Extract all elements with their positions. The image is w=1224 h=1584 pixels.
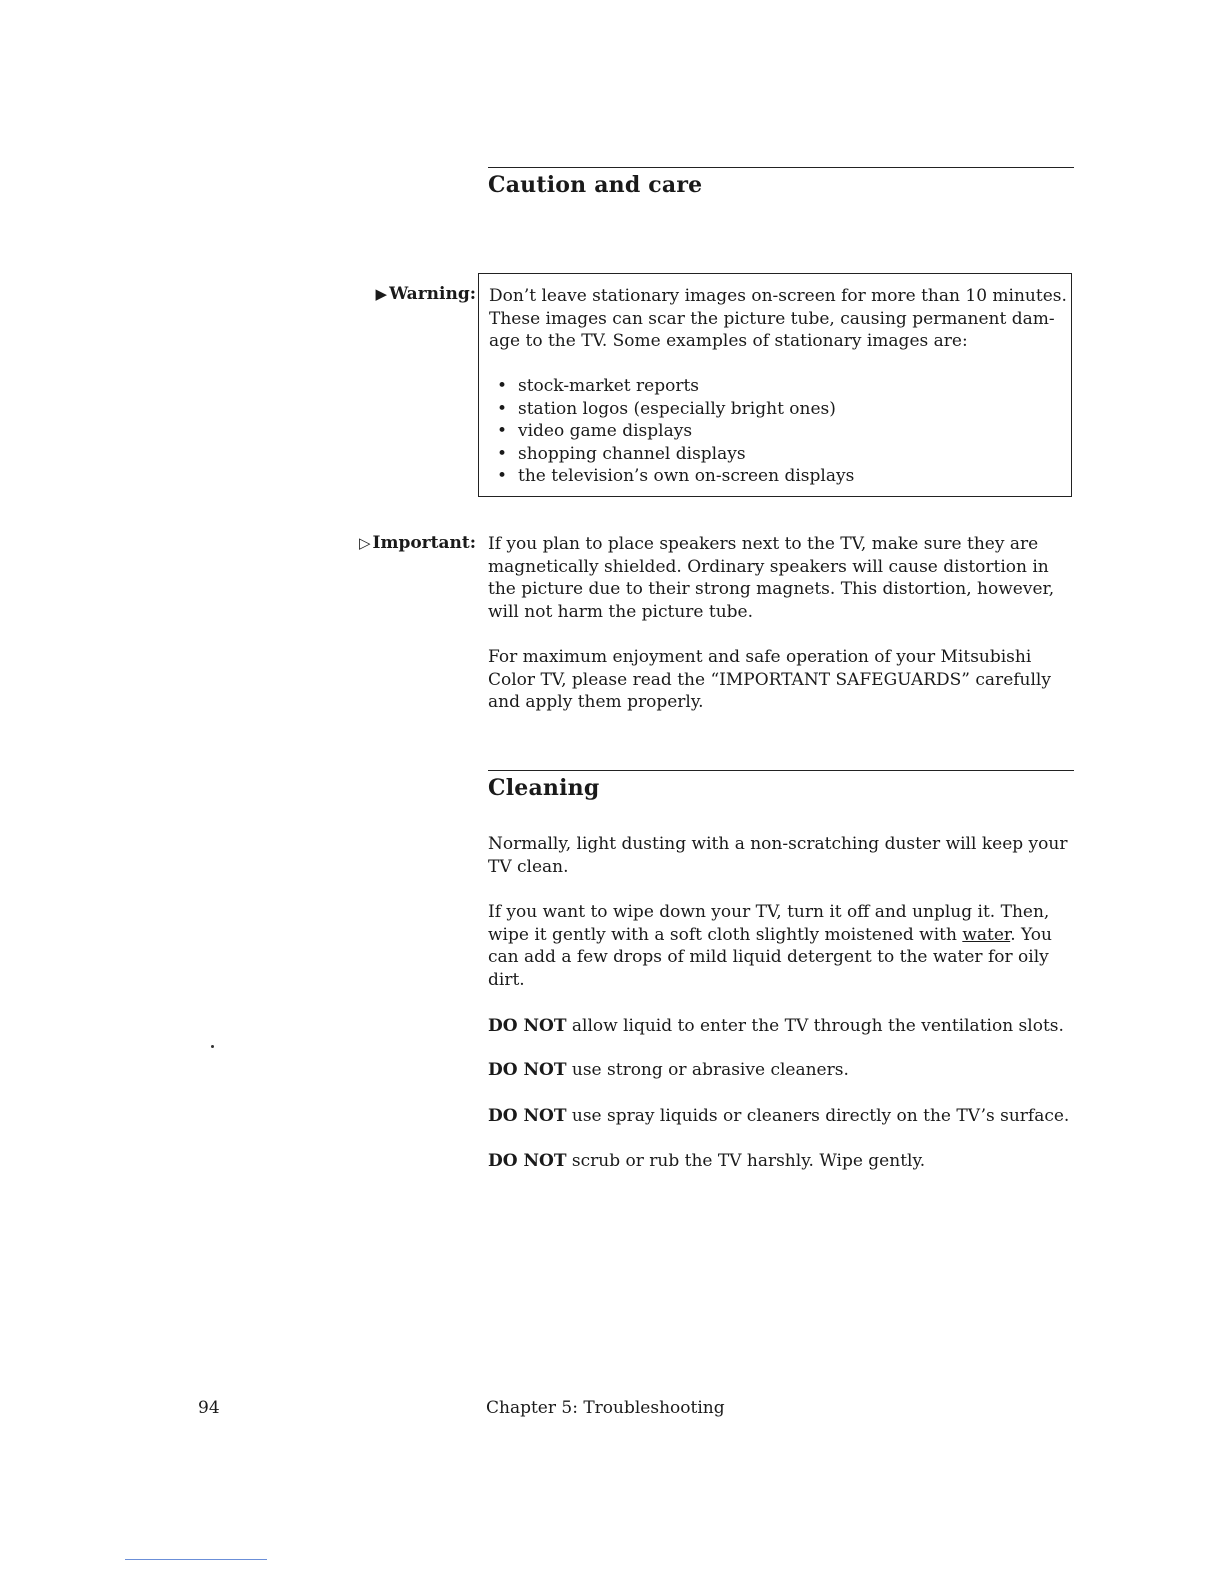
list-item: • station logos (especially bright ones)	[489, 398, 854, 421]
important-text: If you plan to place speakers next to the TV, make sure they are magnetically shielded. Ordinary speakers will cause distortion in the picture due to their strong magnets. This distortion, however, will not harm the picture tube.	[488, 534, 1055, 622]
list-item: • stock-market reports	[489, 375, 854, 398]
important-arrow-icon: ▷	[358, 534, 371, 552]
warning-label: ▶ Warning:	[375, 284, 476, 304]
page-number: 94	[198, 1398, 220, 1418]
water-underlined: water	[962, 924, 1011, 945]
warning-box	[478, 273, 1072, 497]
section-rule-top	[488, 167, 1074, 168]
section-title-cleaning: Cleaning	[488, 775, 600, 801]
list-item: • video game displays	[489, 420, 854, 443]
list-item: • the television’s own on-screen displays	[489, 465, 854, 488]
important-label: ▷ Important:	[358, 533, 476, 553]
chapter-footer: Chapter 5: Troubleshooting	[486, 1398, 725, 1418]
do-not-item: DO NOT allow liquid to enter the TV through the ventilation slots.	[488, 1016, 1064, 1036]
do-not-item: DO NOT use spray liquids or cleaners directly on the TV’s surface.	[488, 1106, 1070, 1126]
cleaning-paragraph-2: If you want to wipe down your TV, turn it off and unplug it. Then, wipe it gently with a soft cloth slightly moistened with water. You can add a few drops of mild liquid detergent to the water for oily dirt.	[488, 902, 1052, 990]
cleaning-paragraph-1: Normally, light dusting with a non-scratching duster will keep your TV clean.	[488, 834, 1068, 877]
scan-artifact-line	[125, 1559, 267, 1560]
scan-speck	[211, 1045, 214, 1048]
do-not-item: DO NOT scrub or rub the TV harshly. Wipe gently.	[488, 1151, 926, 1171]
safeguards-text: For maximum enjoyment and safe operation of your Mitsubishi Color TV, please read the “IMPORTANT SAFEGUARDS” carefully and apply them properly.	[488, 647, 1051, 712]
warning-arrow-icon: ▶	[375, 285, 388, 303]
section-title-caution: Caution and care	[488, 172, 703, 198]
list-item: • shopping channel displays	[489, 443, 854, 466]
warning-text: Don’t leave stationary images on-screen for more than 10 minutes. These images can scar the picture tube, causing permanent dam-age to the TV. Some examples of stationary images are:	[489, 286, 1067, 351]
stationary-images-list	[489, 375, 854, 488]
do-not-item: DO NOT use strong or abrasive cleaners.	[488, 1060, 849, 1080]
section-rule-cleaning	[488, 770, 1074, 771]
